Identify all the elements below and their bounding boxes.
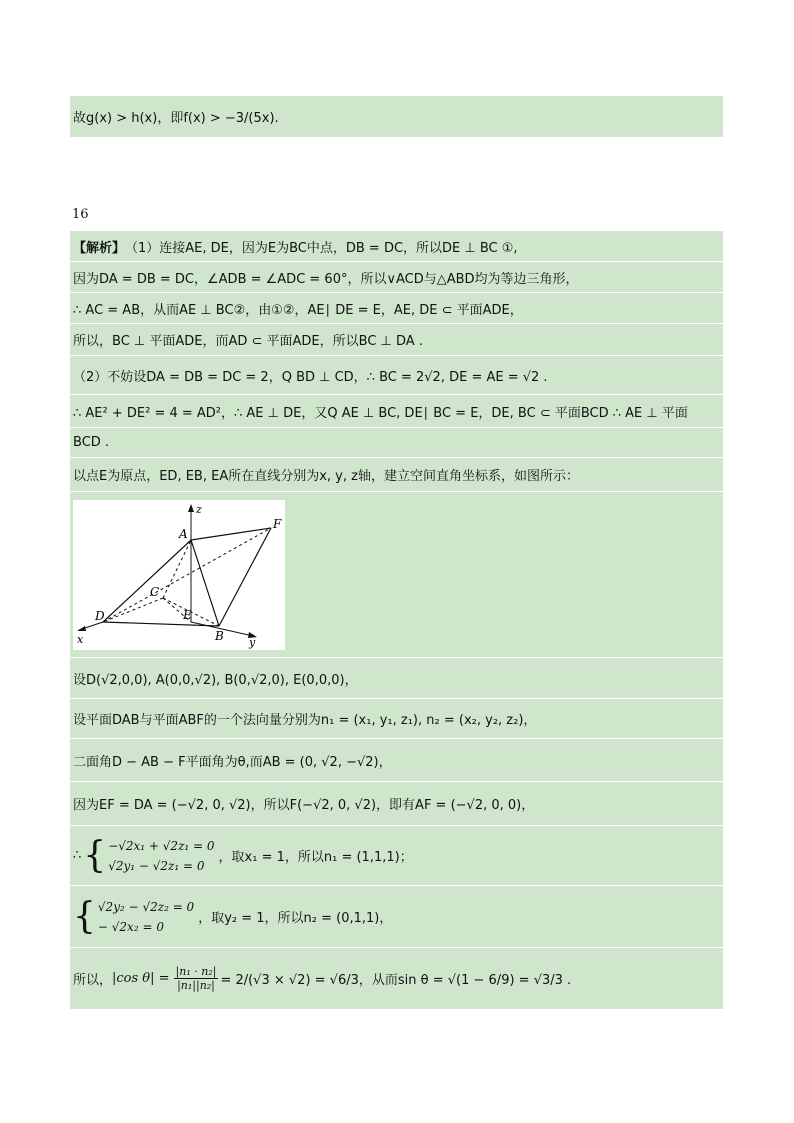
equation-system bbox=[83, 834, 215, 876]
solution-line bbox=[70, 96, 723, 138]
solution-line bbox=[70, 948, 723, 1010]
fraction-numerator: |n₁ · n₂| bbox=[175, 965, 217, 978]
brace: { bbox=[83, 834, 107, 876]
brace: { bbox=[73, 895, 96, 937]
line-prefix: 所以， bbox=[73, 973, 113, 988]
therefore-sign: ∴ bbox=[73, 848, 82, 863]
x-axis-arrow bbox=[77, 626, 86, 631]
solution-line bbox=[70, 699, 723, 739]
line-text: BCD . bbox=[73, 435, 110, 450]
label-B: B bbox=[215, 629, 224, 643]
solution-line bbox=[70, 395, 723, 428]
edge-DA bbox=[103, 540, 191, 622]
line-text: ，取y₂ = 1，所以n₂ = (0,1,1)， bbox=[198, 911, 393, 926]
coordinate-figure bbox=[73, 500, 285, 650]
equation-lines bbox=[108, 839, 214, 873]
solution-line bbox=[70, 293, 723, 324]
label-D: D bbox=[95, 609, 105, 623]
figure-row bbox=[70, 492, 723, 658]
equation-2: − √2x₂ = 0 bbox=[97, 919, 164, 934]
line-text: （1）连接AE, DE，因为E为BC中点，DB = DC，所以DE ⊥ BC ①, bbox=[125, 240, 518, 256]
equation-system bbox=[73, 895, 195, 937]
solution-line bbox=[70, 231, 723, 262]
line-text: 因为DA = DB = DC，∠ADB = ∠ADC = 60°，所以∨ACD与△ABD均为等边三角形， bbox=[73, 271, 579, 287]
solution-line bbox=[70, 324, 723, 356]
line-text: = 2/(√3 × √2) = √6/3，从而sin θ = √(1 − 6/9) = √3/3 . bbox=[220, 973, 572, 988]
line-text: ∴ AE² + DE² = 4 = AD²，∴ AE ⊥ DE，又Q AE ⊥ BC, DE∣ BC = E，DE, BC ⊂ 平面BCD ∴ AE ⊥ 平面 bbox=[73, 405, 688, 421]
label-A: A bbox=[179, 527, 188, 541]
solution-line bbox=[70, 739, 723, 782]
line-text: 故g(x) > h(x)，即f(x) > −3/(5x). bbox=[73, 111, 279, 126]
solution-line bbox=[70, 826, 723, 886]
line-text: 设平面DAB与平面ABF的一个法向量分别为n₁ = (x₁, y₁, z₁), n₂ = (x₂, y₂, z₂)， bbox=[73, 713, 537, 728]
solution-line bbox=[70, 428, 723, 458]
line-text: ∴ AC = AB，从而AE ⊥ BC②，由①②，AE∣ DE = E，AE, DE ⊂ 平面ADE， bbox=[73, 302, 523, 318]
abs-cos-theta: |cos θ| = bbox=[112, 971, 170, 986]
label-x: x bbox=[77, 633, 84, 646]
solution-line bbox=[70, 262, 723, 293]
edge-AB bbox=[191, 540, 219, 626]
cosine-fraction bbox=[174, 966, 219, 991]
equation-lines bbox=[98, 900, 194, 934]
equation-1: −√2x₁ + √2z₁ = 0 bbox=[108, 838, 215, 853]
label-E: E bbox=[183, 608, 192, 622]
edge-CA bbox=[163, 540, 191, 598]
question-number: 16 bbox=[72, 207, 89, 222]
label-z: z bbox=[196, 503, 202, 516]
solution-line bbox=[70, 658, 723, 699]
edge-AF bbox=[191, 528, 271, 540]
solution-line bbox=[70, 782, 723, 826]
geometry-diagram bbox=[73, 500, 285, 650]
fraction-denominator: |n₁||n₂| bbox=[177, 979, 215, 992]
line-text: 因为EF = DA = (−√2, 0, √2)，所以F(−√2, 0, √2)，即有AF = (−√2, 0, 0)， bbox=[73, 798, 535, 813]
line-text: 设D(√2,0,0), A(0,0,√2), B(0,√2,0), E(0,0,0)， bbox=[73, 672, 358, 688]
equation-2: √2y₁ − √2z₁ = 0 bbox=[108, 858, 205, 873]
line-text: （2）不妨设DA = DB = DC = 2，Q BD ⊥ CD，∴ BC = 2√2, DE = AE = √2 . bbox=[73, 369, 548, 385]
line-text: 以点E为原点，ED, EB, EA所在直线分别为x, y, z轴，建立空间直角坐标系，如图所示： bbox=[73, 469, 579, 484]
solution-line bbox=[70, 458, 723, 492]
z-axis-arrow bbox=[188, 504, 194, 512]
solution-line bbox=[70, 356, 723, 395]
label-F: F bbox=[273, 517, 282, 531]
label-C: C bbox=[150, 585, 160, 599]
edge-CD bbox=[103, 598, 163, 622]
analysis-tag: 【解析】 bbox=[73, 240, 126, 256]
line-text: 所以，BC ⊥ 平面ADE，而AD ⊂ 平面ADE，所以BC ⊥ DA . bbox=[73, 334, 423, 349]
line-text: 二面角D − AB − F平面角为θ,而AB = (0, √2, −√2)， bbox=[73, 754, 392, 770]
solution-line bbox=[70, 886, 723, 948]
label-y: y bbox=[249, 636, 256, 649]
equation-1: √2y₂ − √2z₂ = 0 bbox=[97, 899, 195, 914]
line-text: ，取x₁ = 1，所以n₁ = (1,1,1)； bbox=[218, 850, 413, 865]
